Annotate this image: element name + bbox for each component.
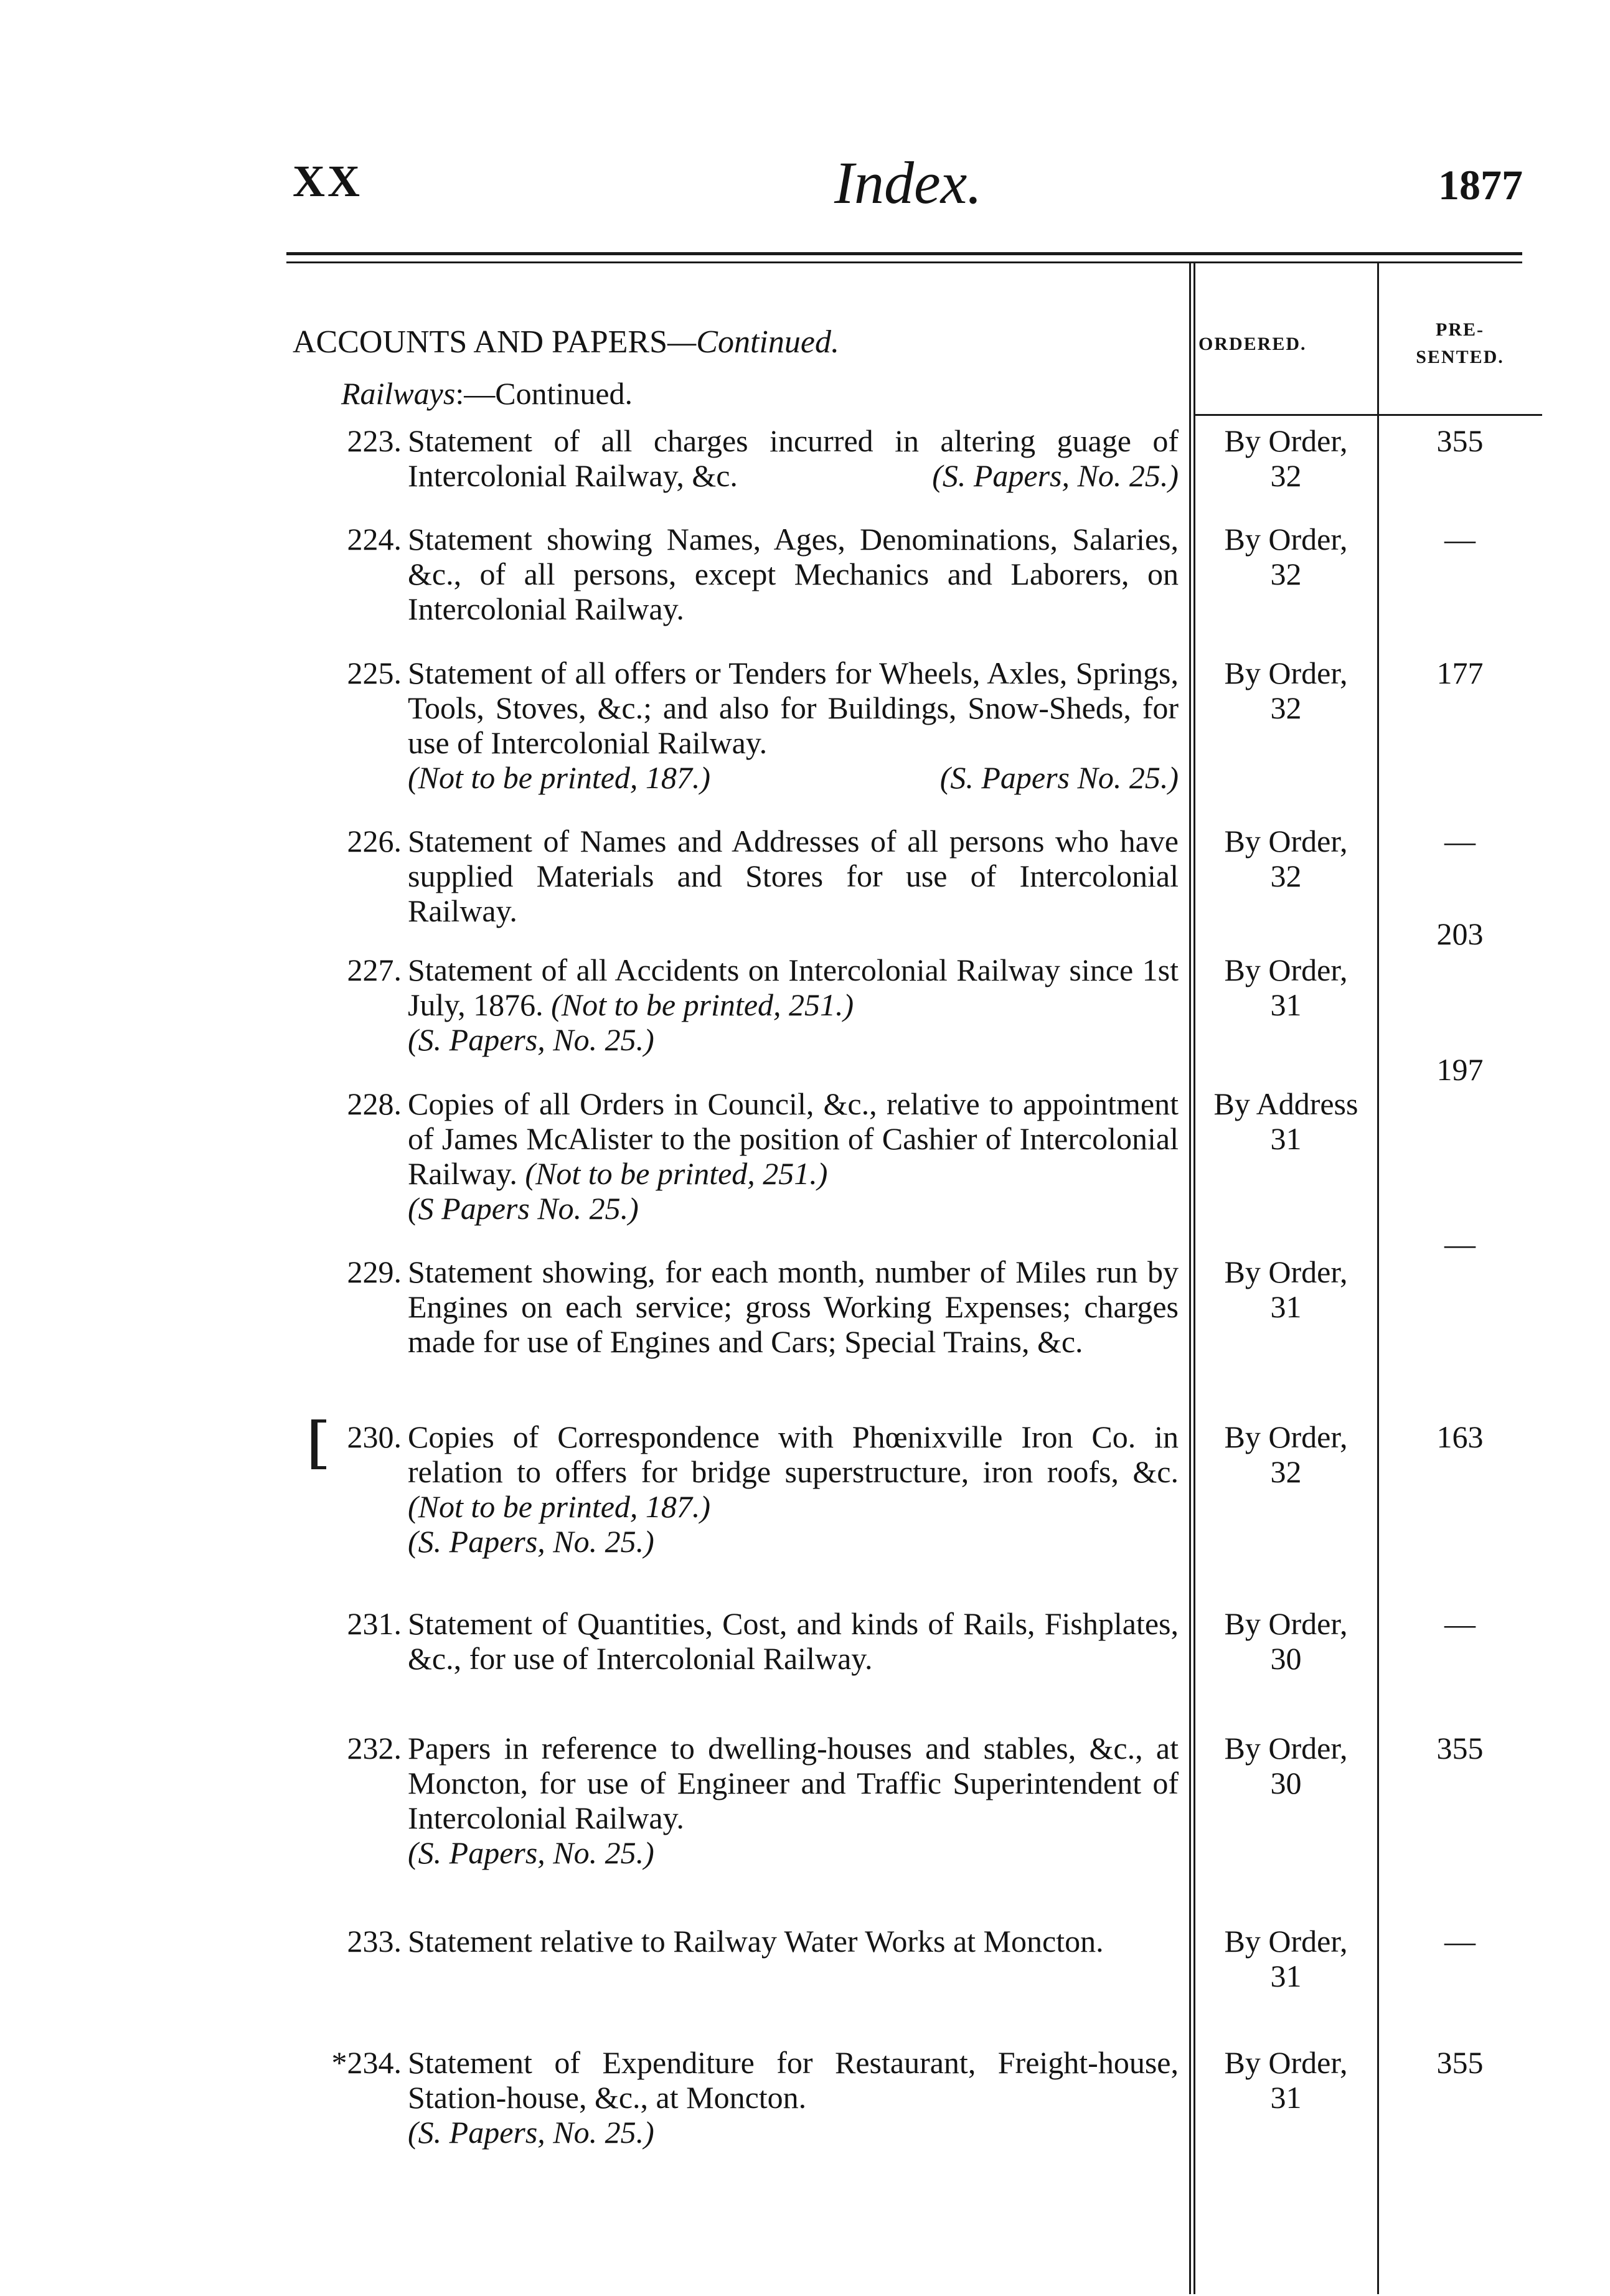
column-header-rule <box>1193 414 1542 416</box>
section-title: ACCOUNTS AND PAPERS <box>293 324 668 360</box>
entry-paper-reference: (S. Papers, No. 25.) <box>932 458 1179 493</box>
entry-ordered-by: By Order, <box>1224 522 1348 557</box>
entry-ordered-page: 32 <box>1270 557 1302 591</box>
entry-ordered-by: By Order, <box>1224 1419 1348 1454</box>
entry-ordered-by: By Order, <box>1224 656 1348 690</box>
entry-ordered-by: By Order, <box>1224 953 1348 987</box>
entry-presented: — <box>1444 522 1476 557</box>
entry-ordered <box>1194 656 1378 725</box>
entry-ordered <box>1194 1254 1378 1324</box>
entry-number: 230. <box>347 1419 402 1454</box>
entry-notes <box>408 760 1179 795</box>
entry-ordered-by: By Address <box>1213 1086 1358 1121</box>
running-head-title: Index. <box>834 149 982 216</box>
entry-ordered-by: By Order, <box>1224 1924 1348 1959</box>
entry-print-note: (Not to be printed, 187.) <box>408 760 711 795</box>
entry-text: Statement showing, for each month, number of Miles run by Engines on each service; gross Working Expenses; charges made for use of Engines and Cars; Special Trains, &c. <box>408 1254 1179 1359</box>
subsection-title: Railways <box>341 376 456 411</box>
running-head-left: XX <box>293 156 362 206</box>
entry-number: 228. <box>347 1086 402 1121</box>
entry-ordered <box>1194 522 1378 591</box>
entry-presented: 203 <box>1436 916 1484 951</box>
entry-presented: — <box>1444 1226 1476 1261</box>
entry-ordered-by: By Order, <box>1224 1254 1348 1289</box>
section-heading <box>293 324 839 360</box>
entry-presented: 355 <box>1436 1731 1484 1766</box>
entry-ordered-page: 31 <box>1270 1121 1302 1156</box>
entry-text: Statement of Names and Addresses of all persons who have supplied Materials and Stores for use of Intercolonial Railway. <box>408 824 1179 928</box>
entry-ordered-page: 32 <box>1270 690 1302 725</box>
entry-paper-reference: (S. Papers No. 25.) <box>939 760 1179 795</box>
entry-text: Statement relative to Railway Water Works at Moncton. <box>408 1924 1104 1959</box>
entry-print-note: (Not to be printed, 251.) <box>525 1156 828 1191</box>
entry-ordered-page: 32 <box>1270 458 1302 493</box>
entry-description <box>408 656 1179 795</box>
entry-number: 233. <box>347 1924 402 1959</box>
entry-text: Statement of all Accidents on Intercolonial Railway since 1st July, 1876. <box>408 953 1179 1022</box>
entry-presented: 355 <box>1436 2045 1484 2080</box>
entry-presented: — <box>1444 824 1476 859</box>
entry-ordered-page: 31 <box>1270 1289 1302 1324</box>
entry-ordered <box>1194 1086 1378 1156</box>
header-rule-thick <box>286 252 1522 255</box>
entry-number: 232. <box>347 1731 402 1766</box>
entry-description <box>408 2045 1179 2150</box>
entry-paper-reference: (S. Papers, No. 25.) <box>408 2115 654 2150</box>
entry-ordered-by: By Order, <box>1224 423 1348 458</box>
entry-ordered <box>1194 1606 1378 1676</box>
entry-description <box>408 953 1179 1057</box>
entry-description <box>408 824 1179 928</box>
entry-ordered-page: 31 <box>1270 2080 1302 2115</box>
entry-text: Statement of all charges incurred in altering guage of Intercolonial Railway, &c. <box>408 423 1179 493</box>
entry-text: Statement of all offers or Tenders for Wheels, Axles, Springs, Tools, Stoves, &c.; and also for Buildings, Snow-Sheds, for use of Intercolonial Railway. <box>408 656 1179 760</box>
entry-presented: 163 <box>1436 1419 1484 1454</box>
column-header-ordered: ORDERED. <box>1198 334 1307 354</box>
entry-ordered <box>1194 953 1378 1022</box>
entry-ordered-page: 31 <box>1270 1959 1302 1993</box>
entry-presented: 355 <box>1436 423 1484 458</box>
column-header-presented-line1: PRE- <box>1436 319 1484 340</box>
entry-description <box>408 1606 1179 1676</box>
subsection-continued: :—Continued. <box>455 376 633 411</box>
section-continued: —Continued. <box>667 324 839 360</box>
entry-ordered-page: 30 <box>1270 1641 1302 1676</box>
entry-description <box>408 1086 1179 1226</box>
entry-number: 226. <box>347 824 402 859</box>
entry-paper-reference: (S. Papers, No. 25.) <box>408 1524 654 1559</box>
header-rule-thin <box>286 261 1522 263</box>
entry-text: Statement showing Names, Ages, Denominations, Salaries, &c., of all persons, except Mechanics and Laborers, on Intercolonial Railway. <box>408 522 1179 626</box>
entry-ordered <box>1194 1731 1378 1800</box>
entry-print-note: (Not to be printed, 187.) <box>408 1489 711 1524</box>
entry-ordered <box>1194 1924 1378 1993</box>
entry-number: 231. <box>347 1606 402 1641</box>
entry-ordered-page: 32 <box>1270 859 1302 893</box>
entry-paper-reference: (S Papers No. 25.) <box>408 1191 639 1226</box>
entry-ordered <box>1194 2045 1378 2115</box>
entry-presented: 177 <box>1436 656 1484 690</box>
entry-number: 229. <box>347 1254 402 1289</box>
entry-ordered-by: By Order, <box>1224 1606 1348 1641</box>
entry-presented: 197 <box>1436 1052 1484 1087</box>
entry-text: Statement of Expenditure for Restaurant, Freight-house, Station-house, &c., at Moncton. <box>408 2045 1179 2115</box>
entry-ordered <box>1194 824 1378 893</box>
entry-description <box>408 522 1179 626</box>
entry-ordered-by: By Order, <box>1224 824 1348 859</box>
entry-description <box>408 423 1179 493</box>
entry-number: *234. <box>331 2045 402 2080</box>
entry-ordered-page: 31 <box>1270 987 1302 1022</box>
entry-description <box>408 1731 1179 1870</box>
column-header-presented <box>1379 316 1541 371</box>
entry-print-note: (Not to be printed, 251.) <box>551 987 854 1022</box>
column-header-presented-line2: SENTED. <box>1416 347 1504 367</box>
subsection-heading <box>341 375 633 412</box>
entry-description <box>408 1924 1179 1959</box>
entry-paper-reference: (S. Papers, No. 25.) <box>408 1022 654 1057</box>
entry-ordered-by: By Order, <box>1224 2045 1348 2080</box>
entry-text: Papers in reference to dwelling-houses and stables, &c., at Moncton, for use of Engineer and Traffic Superintendent of Intercolonial Railway. <box>408 1731 1179 1835</box>
entry-paper-reference: (S. Papers, No. 25.) <box>408 1835 654 1870</box>
entry-ordered-by: By Order, <box>1224 1731 1348 1766</box>
entry-presented: — <box>1444 1924 1476 1959</box>
entry-text: Statement of Quantities, Cost, and kinds of Rails, Fishplates, &c., for use of Intercolonial Railway. <box>408 1606 1179 1676</box>
column-divider-left-a <box>1189 263 1191 2294</box>
entry-description <box>408 1419 1179 1559</box>
entry-ordered <box>1194 1419 1378 1489</box>
entry-ordered-page: 32 <box>1270 1454 1302 1489</box>
running-head-year: 1877 <box>1438 161 1523 209</box>
entry-description <box>408 1254 1179 1359</box>
entry-number: 224. <box>347 522 402 557</box>
entry-number: 227. <box>347 953 402 987</box>
entry-number: 225. <box>347 656 402 690</box>
entry-text: Copies of all Orders in Council, &c., relative to appointment of James McAlister to the position of Cashier of Intercolonial Railway. <box>408 1086 1179 1191</box>
entry-ordered-page: 30 <box>1270 1766 1302 1800</box>
entry-number: 223. <box>347 423 402 458</box>
entry-presented: — <box>1444 1606 1476 1641</box>
entry-ordered <box>1194 423 1378 493</box>
entry-text: Copies of Correspondence with Phœnixville Iron Co. in relation to offers for bridge superstructure, iron roofs, &c. <box>408 1419 1179 1489</box>
